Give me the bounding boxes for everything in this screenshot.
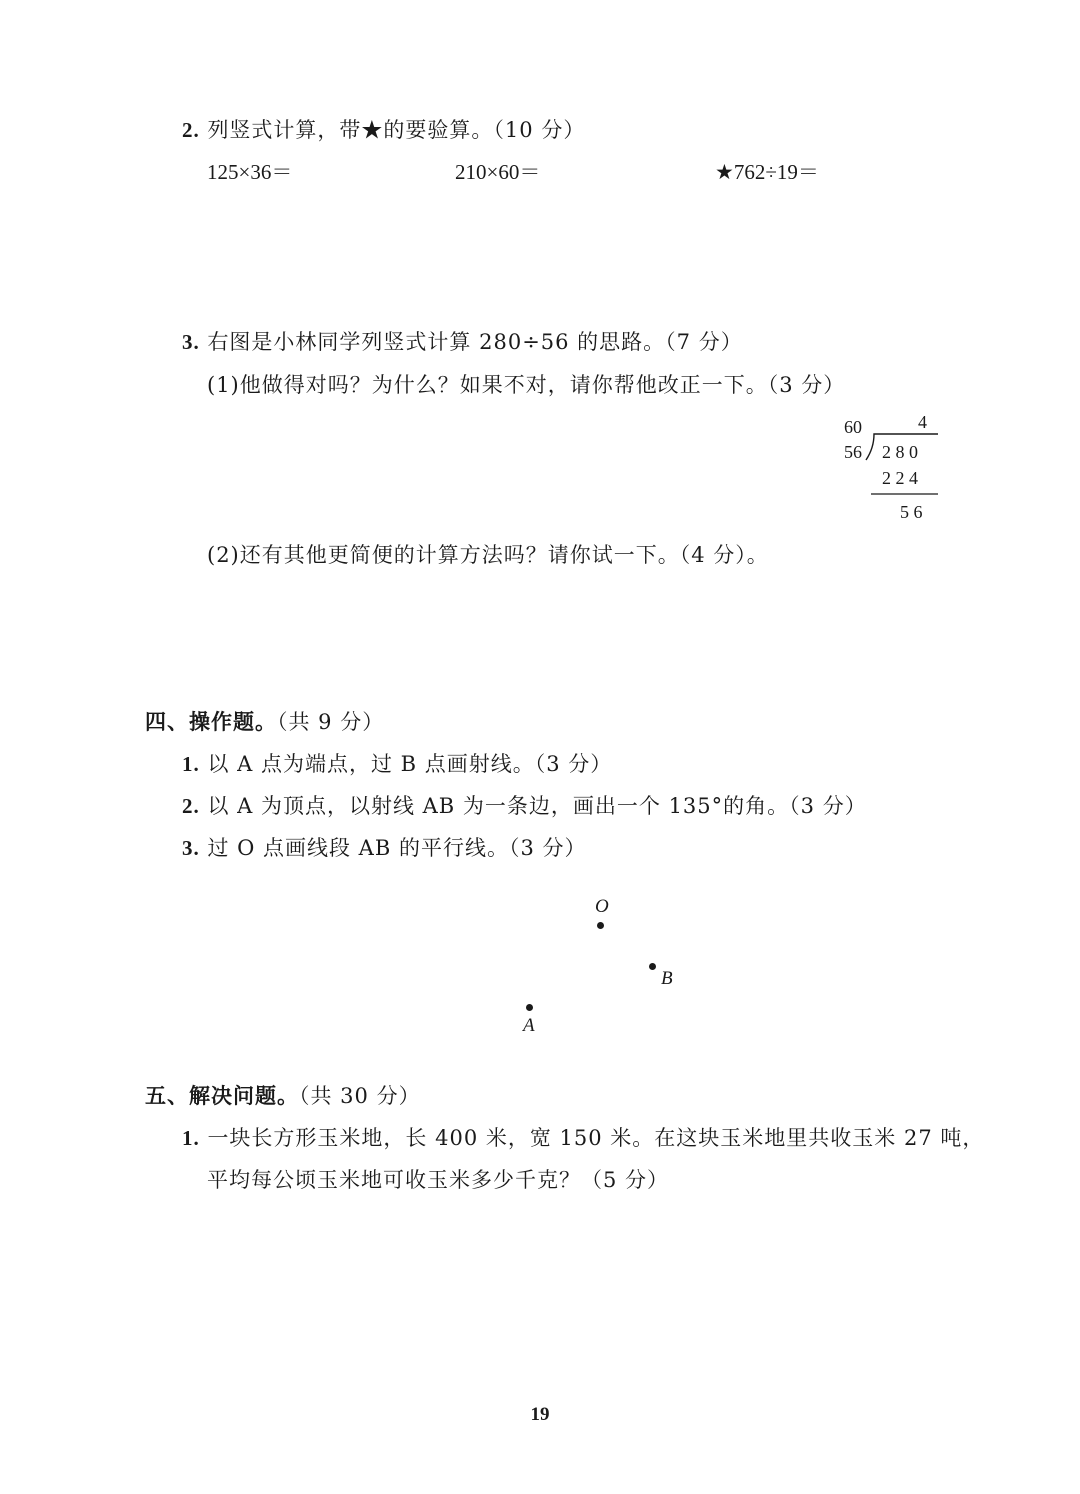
division-remainder: 5 6 xyxy=(900,502,923,522)
section5-q1-line2: 平均每公顷玉米地可收玉米多少千克？（5 分） xyxy=(207,1168,670,1192)
section4-title: 四、操作题。 xyxy=(145,710,277,734)
q3-heading xyxy=(182,326,743,356)
section5-heading xyxy=(145,1080,421,1110)
division-product: 2 2 4 xyxy=(882,468,918,488)
point-a xyxy=(526,1004,533,1011)
q2-expr-3: ★762÷19＝ xyxy=(715,160,819,184)
q2-heading xyxy=(182,114,585,144)
section4-item-number: 1. xyxy=(182,752,200,776)
section4-score: （共 9 分） xyxy=(277,710,385,734)
q3-sub2: (2)还有其他更简便的计算方法吗？请你试一下。（4 分）。 xyxy=(207,543,769,567)
point-b-label: B xyxy=(661,968,673,989)
point-a-label: A xyxy=(523,1015,535,1036)
long-division-figure xyxy=(838,410,948,530)
division-side-note: 60 xyxy=(844,417,862,437)
point-o xyxy=(597,922,604,929)
section5-title: 五、解决问题。 xyxy=(145,1084,299,1108)
section4-item-number: 3. xyxy=(182,836,200,860)
section4-item-2 xyxy=(182,790,867,820)
division-quotient: 4 xyxy=(918,412,927,432)
page-number: 19 xyxy=(530,1404,550,1425)
q2-number: 2. xyxy=(182,118,200,142)
q3-text: 右图是小林同学列竖式计算 280÷56 的思路。（7 分） xyxy=(207,330,743,354)
q3-number: 3. xyxy=(182,330,200,354)
point-b xyxy=(649,963,656,970)
section5-q1-text: 一块长方形玉米地，长 400 米，宽 150 米。在这块玉米地里共收玉米 27 吨， xyxy=(207,1126,985,1150)
division-dividend: 2 8 0 xyxy=(882,442,918,462)
section4-item-text: 以 A 为顶点，以射线 AB 为一条边，画出一个 135°的角。（3 分） xyxy=(207,794,867,818)
section4-item-number: 2. xyxy=(182,794,200,818)
section4-heading xyxy=(145,706,384,736)
section4-item-text: 以 A 点为端点，过 B 点画射线。（3 分） xyxy=(207,752,613,776)
point-o-label: O xyxy=(595,896,609,917)
section4-item-1 xyxy=(182,748,612,778)
section4-item-text: 过 O 点画线段 AB 的平行线。（3 分） xyxy=(207,836,587,860)
q2-text: 列竖式计算，带★的要验算。（10 分） xyxy=(207,118,586,142)
division-divisor: 56 xyxy=(844,442,862,462)
section5-q1-number: 1. xyxy=(182,1126,200,1150)
section4-item-3 xyxy=(182,832,587,862)
section5-q1-line1 xyxy=(182,1122,984,1152)
q3-sub1: (1)他做得对吗？为什么？如果不对，请你帮他改正一下。（3 分） xyxy=(207,373,846,397)
q2-expr-1: 125×36＝ xyxy=(207,160,293,184)
points-figure xyxy=(515,890,685,1040)
section5-score: （共 30 分） xyxy=(299,1084,421,1108)
q2-expr-2: 210×60＝ xyxy=(455,160,541,184)
